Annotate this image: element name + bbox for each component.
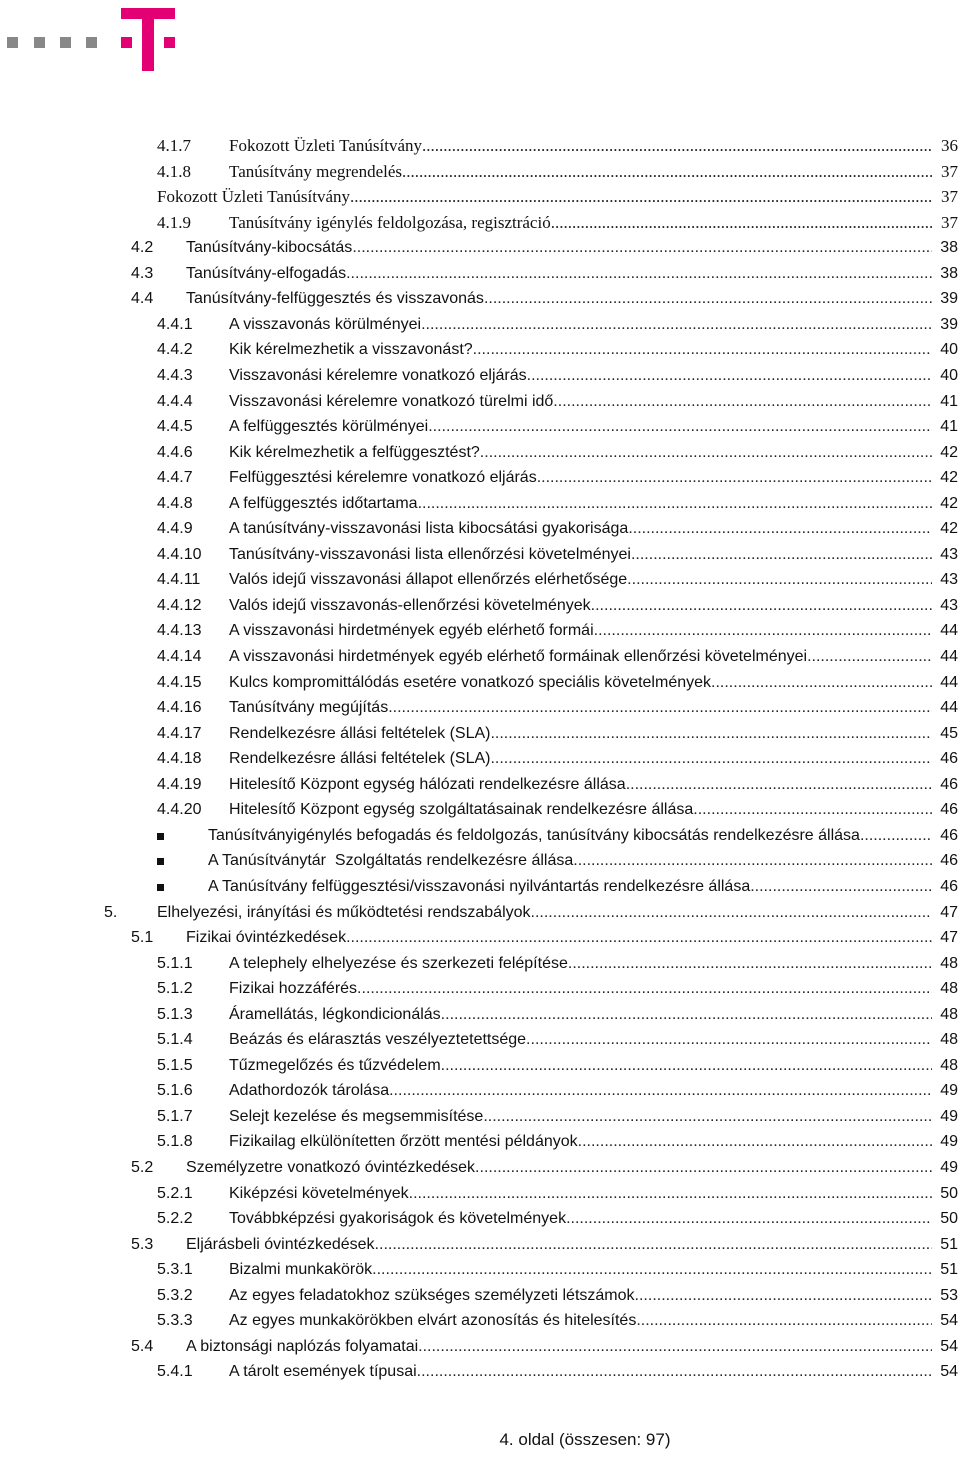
toc-entry[interactable] <box>0 1360 958 1384</box>
toc-entry-number: 4.4.8 <box>157 494 193 512</box>
toc-entry-number: 4.4.1 <box>157 315 193 333</box>
toc-entry-title: Adathordozók tárolása <box>229 1082 390 1100</box>
logo-t-square-right <box>164 37 175 48</box>
toc-entry[interactable] <box>0 1309 958 1333</box>
toc-entry-number: 5.1.2 <box>157 980 193 998</box>
toc-entry[interactable] <box>0 875 958 899</box>
toc-entry-title: A biztonsági naplózás folyamatai <box>186 1337 419 1355</box>
dot-leader <box>422 134 932 158</box>
toc-entry[interactable] <box>0 211 958 235</box>
toc-entry[interactable] <box>0 671 958 695</box>
toc-entry[interactable] <box>0 1054 958 1078</box>
dot-leader <box>626 773 932 797</box>
toc-entry-page: 39 <box>940 315 958 333</box>
toc-entry[interactable] <box>0 466 958 490</box>
toc-entry-page: 47 <box>940 929 958 947</box>
toc-entry-title: Fizikai hozzáférés <box>229 980 358 998</box>
toc-entry-page: 42 <box>940 469 958 487</box>
dot-leader <box>527 364 932 388</box>
toc-entry[interactable] <box>0 952 958 976</box>
logo-t-stem <box>142 8 154 71</box>
dot-leader <box>352 236 932 260</box>
dot-leader <box>631 543 932 567</box>
toc-entry[interactable] <box>0 1105 958 1129</box>
dot-leader <box>421 313 932 337</box>
dot-leader <box>484 287 932 311</box>
toc-entry-title: Tanúsítvány-felfüggesztés és visszavonás <box>186 290 484 308</box>
toc-entry-page: 38 <box>940 239 958 257</box>
toc-entry-number: 4.4.12 <box>157 596 202 614</box>
dot-leader <box>578 1130 932 1154</box>
page-footer <box>105 1430 960 1450</box>
dot-leader <box>693 798 932 822</box>
toc-entry-title: A felfüggesztés körülményei <box>229 418 429 436</box>
toc-entry-title: Selejt kezelése és megsemmisítése <box>229 1107 484 1125</box>
toc-entry-page: 45 <box>940 724 958 742</box>
toc-entry-title: Továbbképzési gyakoriságok és követelmények <box>229 1210 567 1228</box>
toc-entry-title: A visszavonási hirdetmények egyéb elérhető formái <box>229 622 594 640</box>
toc-entry-page: 40 <box>940 341 958 359</box>
toc-entry-page: 50 <box>940 1210 958 1228</box>
toc-entry-number: 4.4.13 <box>157 622 202 640</box>
toc-entry-number: 4.4.7 <box>157 469 193 487</box>
toc-entry-page: 49 <box>940 1107 958 1125</box>
toc-entry[interactable] <box>0 594 958 618</box>
dot-leader <box>551 211 932 235</box>
dot-leader <box>568 952 932 976</box>
toc-entry[interactable] <box>0 773 958 797</box>
toc-entry-title: Eljárásbeli óvintézkedések <box>186 1235 375 1253</box>
toc-entry[interactable] <box>0 441 958 465</box>
toc-entry-page: 44 <box>940 622 958 640</box>
toc-entry-number: 5.1.7 <box>157 1107 193 1125</box>
toc-entry[interactable] <box>0 236 958 260</box>
toc-entry-number: 5.3 <box>131 1235 154 1253</box>
toc-entry-number: 4.4 <box>131 290 154 308</box>
toc-entry-page: 48 <box>940 1056 958 1074</box>
toc-entry-number: 4.4.2 <box>157 341 193 359</box>
logo-square <box>7 37 18 48</box>
toc-entry-page: 42 <box>940 494 958 512</box>
toc-entry-title: Kik kérelmezhetik a visszavonást? <box>229 341 473 359</box>
toc-entry-number: 4.3 <box>131 264 154 282</box>
toc-entry-number: 5.2 <box>131 1159 154 1176</box>
toc-entry-title: Kulcs kompromittálódás esetére vonatkozó speciális követelmények <box>229 673 712 691</box>
toc-entry-title: Visszavonási kérelemre vonatkozó türelmi idő <box>229 392 554 410</box>
toc-entry-number: 4.4.14 <box>157 648 202 665</box>
toc-entry-number: 4.4.9 <box>157 520 193 538</box>
dot-leader <box>566 1207 932 1231</box>
toc-entry-title: A felfüggesztés időtartama <box>229 494 418 512</box>
toc-entry-title: Az egyes munkakörökben elvárt azonosítás és hitelesítés <box>229 1312 637 1330</box>
toc-entry-title: Az egyes feladatokhoz szükséges személyzeti létszámok <box>229 1286 635 1304</box>
dot-leader <box>635 1284 932 1308</box>
toc-entry[interactable] <box>0 1028 958 1052</box>
toc-entry-number: 5.4.1 <box>157 1363 193 1381</box>
toc-entry[interactable] <box>0 696 958 720</box>
dot-leader <box>357 977 932 1001</box>
toc-entry[interactable] <box>0 517 958 541</box>
dot-leader <box>627 568 932 592</box>
toc-entry-page: 46 <box>940 877 958 895</box>
toc-entry-title: A Tanúsítvány felfüggesztési/visszavonási nyilvántartás rendelkezésre állása <box>208 877 751 895</box>
toc-entry-page: 53 <box>940 1286 958 1304</box>
toc-entry[interactable] <box>0 1233 958 1257</box>
toc-entry-page: 42 <box>940 443 958 461</box>
toc-entry-number: 4.1.8 <box>157 161 191 181</box>
toc-entry-title: Elhelyezési, irányítási és működtetési rendszabályok <box>157 903 531 921</box>
toc-entry-number: 4.2 <box>131 239 154 257</box>
toc-entry-page: 49 <box>940 1159 958 1176</box>
dot-leader <box>483 1105 932 1129</box>
toc-entry-number: 5.3.1 <box>157 1261 193 1279</box>
toc-entry-title: Fokozott Üzleti Tanúsítvány <box>229 136 423 155</box>
toc-entry-title: Bizalmi munkakörök <box>229 1261 373 1279</box>
toc-entry-title: Rendelkezésre állási feltételek (SLA) <box>229 724 491 742</box>
toc-entry-title: Tanúsítvány megújítás <box>229 699 389 717</box>
toc-entry-page: 40 <box>940 366 958 384</box>
toc-entry[interactable] <box>0 1003 958 1027</box>
toc-entry-title: Rendelkezésre állási feltételek (SLA) <box>229 750 491 768</box>
toc-entry-page: 42 <box>940 520 958 538</box>
toc-entry-page: 37 <box>941 161 958 181</box>
toc-entry-title: A tanúsítvány-visszavonási lista kibocsátási gyakorisága <box>229 520 629 538</box>
toc-entry-number: 5. <box>104 903 118 921</box>
toc-entry-page: 49 <box>940 1082 958 1100</box>
logo-t-square-left <box>121 37 132 48</box>
toc-entry-page: 50 <box>940 1184 958 1202</box>
toc-entry-number: 4.4.17 <box>157 724 202 742</box>
toc-entry[interactable] <box>0 977 958 1001</box>
toc-entry[interactable] <box>0 1207 958 1231</box>
toc-entry-page: 48 <box>940 954 958 972</box>
toc-entry-title: Valós idejű visszavonási állapot ellenőrzés elérhetősége <box>229 571 628 589</box>
toc-entry-number: 5.1.6 <box>157 1082 193 1100</box>
toc-entry-page: 46 <box>940 801 958 819</box>
toc-entry-page: 51 <box>940 1235 958 1253</box>
toc-entry-title: Tanúsítvány megrendelés <box>229 161 403 181</box>
dot-leader <box>537 466 932 490</box>
logo-square <box>60 37 71 48</box>
toc-entry-page: 44 <box>940 648 958 665</box>
toc-entry-page: 39 <box>940 290 958 308</box>
toc-entry[interactable] <box>0 1335 958 1359</box>
toc-entry-page: 54 <box>940 1337 958 1355</box>
dot-leader <box>375 1233 932 1257</box>
toc-entry[interactable] <box>0 645 958 669</box>
dot-leader <box>346 262 932 286</box>
dot-leader <box>750 875 932 899</box>
toc-entry-title: Beázás és elárasztás veszélyeztetettsége <box>229 1031 527 1049</box>
dot-leader <box>591 594 932 618</box>
toc-entry-number: 5.2.1 <box>157 1184 193 1202</box>
toc-entry-page: 48 <box>940 1031 958 1049</box>
toc-entry-number: 4.4.10 <box>157 545 202 563</box>
toc-entry[interactable] <box>0 798 958 822</box>
toc-entry-title: Tanúsítványigénylés befogadás és feldolgozás, tanúsítvány kibocsátás rendelkezésre állása <box>208 826 860 844</box>
dot-leader <box>628 517 932 541</box>
toc-entry-title: Áramellátás, légkondicionálás <box>229 1005 441 1023</box>
dot-leader <box>475 1156 932 1180</box>
dot-leader <box>417 1360 932 1384</box>
toc-entry[interactable] <box>0 287 958 311</box>
dot-leader <box>441 1054 932 1078</box>
dot-leader <box>409 1182 932 1206</box>
toc-entry[interactable] <box>0 262 958 286</box>
toc-entry[interactable] <box>0 338 958 362</box>
bullet-marker <box>157 858 164 865</box>
toc-entry-number: 5.3.2 <box>157 1286 193 1304</box>
toc-entry[interactable] <box>0 722 958 746</box>
dot-leader <box>526 1028 932 1052</box>
toc-entry[interactable] <box>0 568 958 592</box>
toc-entry[interactable] <box>0 1079 958 1103</box>
bullet-marker <box>157 884 164 891</box>
toc-entry-title: Tanúsítvány-visszavonási lista ellenőrzési követelményei <box>229 545 631 563</box>
toc-entry-number: 5.3.3 <box>157 1312 193 1330</box>
toc-entry[interactable] <box>0 1156 958 1180</box>
toc-entry[interactable] <box>0 747 958 771</box>
toc-entry[interactable] <box>0 390 958 414</box>
toc-entry-number: 4.4.4 <box>157 392 193 410</box>
dot-leader <box>418 1335 932 1359</box>
toc-entry-number: 4.4.18 <box>157 750 202 768</box>
toc-entry-title: Hitelesítő Központ egység szolgáltatásainak rendelkezésre állása <box>229 801 694 819</box>
toc-entry-title: Fizikailag elkülönítetten őrzött mentési példányok <box>229 1133 578 1151</box>
toc-entry[interactable] <box>0 543 958 567</box>
toc-entry-title: Hitelesítő Központ egység hálózati rendelkezésre állása <box>229 775 626 793</box>
toc-entry-number: 4.4.3 <box>157 366 193 384</box>
toc-entry[interactable] <box>0 824 958 848</box>
dot-leader <box>531 901 932 925</box>
dot-leader <box>372 1258 932 1282</box>
toc-entry-title: A telephely elhelyezése és szerkezeti felépítése <box>229 954 568 972</box>
toc-entry-title: A Tanúsítványtár Szolgáltatás rendelkezésre állása <box>208 852 574 870</box>
toc-entry-number: 5.1.8 <box>157 1133 193 1151</box>
toc-entry-page: 54 <box>940 1363 958 1381</box>
toc-entry[interactable] <box>0 926 958 950</box>
toc-entry-title: A visszavonási hirdetmények egyéb elérhető formáinak ellenőrzési követelményei <box>229 648 808 665</box>
toc-entry-page: 43 <box>940 545 958 563</box>
dot-leader <box>553 390 932 414</box>
toc-entry-number: 4.4.11 <box>157 571 201 589</box>
toc-entry-page: 43 <box>940 596 958 614</box>
toc-entry-page: 37 <box>941 212 958 232</box>
dot-leader <box>807 645 932 669</box>
toc-entry-page: 41 <box>940 418 958 436</box>
dot-leader <box>388 696 932 720</box>
toc-entry-number: 5.2.2 <box>157 1210 193 1228</box>
dot-leader <box>490 722 932 746</box>
toc-entry-number: 4.1.7 <box>157 136 191 155</box>
toc-entry[interactable] <box>0 619 958 643</box>
dot-leader <box>441 1003 932 1027</box>
toc-entry-number: 4.4.16 <box>157 699 202 717</box>
dot-leader <box>473 338 932 362</box>
toc-entry-title: A tárolt események típusai <box>229 1363 417 1381</box>
toc-entry-title: Visszavonási kérelemre vonatkozó eljárás <box>229 366 527 384</box>
toc-entry-page: 48 <box>940 1005 958 1023</box>
toc-entry-title: Fizikai óvintézkedések <box>186 929 347 947</box>
toc-entry-title: Kik kérelmezhetik a felfüggesztést? <box>229 443 480 461</box>
dot-leader <box>418 492 932 516</box>
toc-entry-page: 46 <box>940 750 958 768</box>
toc-entry-number: 5.1.5 <box>157 1056 193 1074</box>
dot-leader <box>860 824 932 848</box>
toc-entry-page: 54 <box>940 1312 958 1330</box>
telekom-logo <box>0 0 200 80</box>
toc-entry-title: Felfüggesztési kérelemre vonatkozó eljárás <box>229 469 537 487</box>
toc-entry[interactable] <box>0 492 958 516</box>
dot-leader <box>346 926 932 950</box>
toc-entry-page: 49 <box>940 1133 958 1151</box>
toc-entry-page: 46 <box>940 775 958 793</box>
toc-entry-page: 44 <box>940 673 958 691</box>
toc-entry-number: 5.1.4 <box>157 1031 193 1049</box>
page-number-label: 4. oldal (összesen: 97) <box>499 1430 671 1449</box>
toc-entry-title: Kiképzési követelmények <box>229 1184 409 1202</box>
toc-entry-title: Tanúsítvány-elfogadás <box>186 264 347 282</box>
toc-entry-title: Valós idejű visszavonás-ellenőrzési követelmények <box>229 596 591 614</box>
dot-leader <box>490 747 932 771</box>
toc-entry-page: 47 <box>940 903 958 921</box>
toc-entry-page: 43 <box>940 571 958 589</box>
toc-entry[interactable] <box>0 415 958 439</box>
toc-entry-page: 41 <box>940 392 958 410</box>
toc-entry-title: A visszavonás körülményei <box>229 315 422 333</box>
dot-leader <box>594 619 932 643</box>
toc-entry-title: Fokozott Üzleti Tanúsítvány <box>157 187 351 207</box>
toc-entry[interactable] <box>0 849 958 873</box>
toc-entry[interactable] <box>0 313 958 337</box>
toc-entry-number: 4.4.5 <box>157 418 193 436</box>
toc-entry-number: 5.1.3 <box>157 1005 193 1023</box>
logo-square <box>34 37 45 48</box>
toc-entry[interactable] <box>0 1258 958 1282</box>
toc-entry[interactable] <box>0 901 958 925</box>
toc-entry-page: 38 <box>940 264 958 282</box>
toc-entry-number: 4.4.15 <box>157 673 202 691</box>
dot-leader <box>402 160 932 184</box>
toc-entry[interactable] <box>0 134 958 158</box>
toc-entry-page: 44 <box>940 699 958 717</box>
dot-leader <box>711 671 932 695</box>
toc-entry-page: 51 <box>940 1261 958 1279</box>
toc-entry-page: 36 <box>941 136 958 155</box>
dot-leader <box>389 1079 932 1103</box>
toc-entry[interactable] <box>0 1182 958 1206</box>
dot-leader <box>350 185 932 209</box>
toc-entry-title: Tanúsítvány-kibocsátás <box>186 239 353 257</box>
logo-square <box>86 37 97 48</box>
toc-entry-title: Tűzmegelőzés és tűzvédelem <box>229 1056 441 1074</box>
toc-entry-number: 4.1.9 <box>157 212 191 232</box>
toc-entry-page: 46 <box>940 826 958 844</box>
toc-entry-number: 5.1 <box>131 929 154 947</box>
dot-leader <box>636 1309 932 1333</box>
dot-leader <box>480 441 932 465</box>
toc-entry-title: Személyzetre vonatkozó óvintézkedések <box>186 1159 476 1176</box>
toc-entry-page: 46 <box>940 852 958 870</box>
toc-entry-number: 4.4.6 <box>157 443 193 461</box>
toc-entry-page: 37 <box>941 187 958 207</box>
toc-entry-number: 5.4 <box>131 1337 154 1355</box>
toc-entry-number: 5.1.1 <box>157 954 193 972</box>
toc-entry[interactable] <box>0 185 958 209</box>
dot-leader <box>573 849 932 873</box>
toc-entry[interactable] <box>0 364 958 388</box>
toc-entry[interactable] <box>0 160 958 184</box>
dot-leader <box>428 415 932 439</box>
toc-entry[interactable] <box>0 1130 958 1154</box>
toc-entry-number: 4.4.20 <box>157 801 202 819</box>
toc-entry-number: 4.4.19 <box>157 775 202 793</box>
bullet-marker <box>157 833 164 840</box>
toc-entry-title: Tanúsítvány igénylés feldolgozása, regisztráció <box>229 212 551 232</box>
toc-entry[interactable] <box>0 1284 958 1308</box>
toc-entry-page: 48 <box>940 980 958 998</box>
